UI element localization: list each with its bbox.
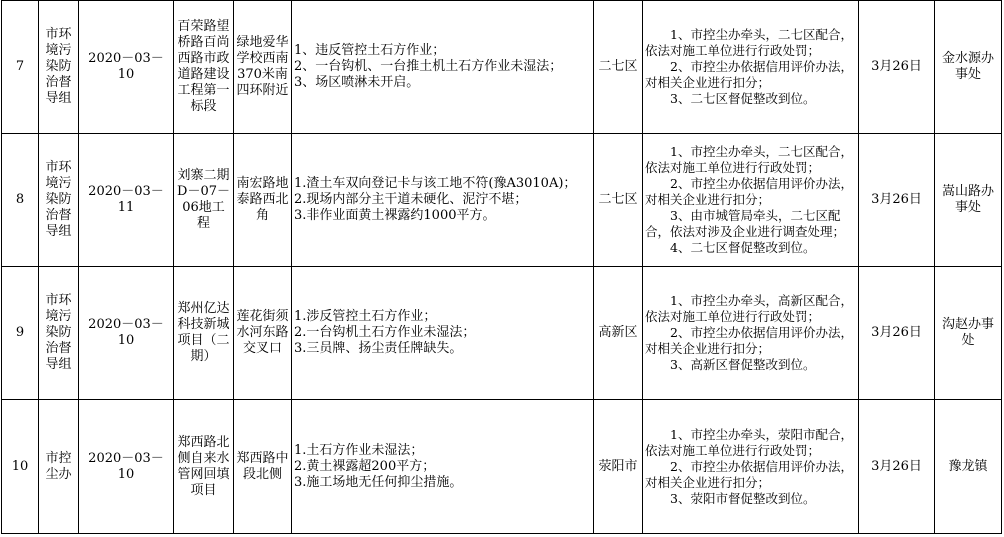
measure-item: 2、市控尘办依据信用评价办法，对相关企业进行扣分； bbox=[645, 176, 853, 207]
supervising-unit: 市控尘办 bbox=[39, 400, 79, 534]
measure-item: 1、市控尘办牵头，二七区配合，依法对施工单位进行行政处罚； bbox=[645, 144, 853, 175]
measure-item: 3、二七区督促整改到位。 bbox=[670, 91, 816, 106]
issue-item: 1.土石方作业未湿法； bbox=[294, 442, 424, 458]
issue-item: 3.三员牌、扬尘责任牌缺失。 bbox=[294, 341, 463, 356]
issue-item: 3.非作业面黄土裸露约1000平方。 bbox=[294, 208, 496, 223]
measures-list bbox=[643, 134, 859, 267]
project-location: 南宏路地泰路西北角 bbox=[234, 134, 292, 267]
measure-item: 1、市控尘办牵头，荥阳市配合，依法对施工单位进行行政处罚； bbox=[645, 426, 853, 458]
table-row bbox=[2, 400, 1002, 534]
inspection-table bbox=[1, 0, 1002, 534]
responsible-office: 沟赵办事处 bbox=[935, 267, 1002, 400]
measure-item: 2、市控尘办依据信用评价办法，对相关企业进行扣分； bbox=[645, 325, 853, 356]
supervising-unit: 市环境污染防治督导组 bbox=[39, 267, 79, 400]
deadline: 3月26日 bbox=[859, 267, 935, 400]
issue-item: 2.黄土裸露超200平方； bbox=[294, 458, 436, 474]
issue-item: 3、场区喷淋未开启。 bbox=[294, 75, 420, 90]
issues-list bbox=[292, 1, 594, 134]
issues-list bbox=[292, 400, 594, 534]
project-location: 郑西路中段北侧 bbox=[234, 400, 292, 534]
responsible-office: 嵩山路办事处 bbox=[935, 134, 1002, 267]
district: 高新区 bbox=[594, 267, 643, 400]
responsible-office: 豫龙镇 bbox=[935, 400, 1002, 534]
district: 二七区 bbox=[594, 134, 643, 267]
deadline: 3月26日 bbox=[859, 1, 935, 134]
measure-item: 3、高新区督促整改到位。 bbox=[670, 357, 816, 372]
inspection-date: 2020－03－10 bbox=[79, 267, 174, 400]
table-row bbox=[2, 134, 1002, 267]
issue-item: 3.施工场地无任何抑尘措施。 bbox=[294, 474, 463, 490]
district: 二七区 bbox=[594, 1, 643, 134]
issue-item: 1.涉反管控土石方作业； bbox=[294, 309, 437, 324]
supervising-unit: 市环境污染防治督导组 bbox=[39, 1, 79, 134]
project-name: 郑西路北侧自来水管网回填项目 bbox=[174, 400, 234, 534]
issue-item: 1.渣土车双向登记卡与该工地不符(豫A3010A)； bbox=[294, 176, 577, 191]
row-number: 9 bbox=[2, 267, 39, 400]
measure-item: 2、市控尘办依据信用评价办法，对相关企业进行扣分； bbox=[645, 59, 853, 90]
project-name: 百荣路望桥路百尚西路市政道路建设工程第一标段 bbox=[174, 1, 234, 134]
deadline: 3月26日 bbox=[859, 134, 935, 267]
deadline: 3月26日 bbox=[859, 400, 935, 534]
issues-list bbox=[292, 267, 594, 400]
inspection-date: 2020－03－10 bbox=[79, 400, 174, 534]
table-row bbox=[2, 267, 1002, 400]
row-number: 7 bbox=[2, 1, 39, 134]
supervising-unit: 市环境污染防治督导组 bbox=[39, 134, 79, 267]
measure-item: 3、荥阳市督促整改到位。 bbox=[670, 490, 816, 506]
table-row bbox=[2, 1, 1002, 134]
inspection-date: 2020－03－10 bbox=[79, 1, 174, 134]
table-body bbox=[2, 1, 1002, 534]
project-location: 莲花街须水河东路交叉口 bbox=[234, 267, 292, 400]
measure-item: 3、由市城管局牵头，二七区配合，依法对涉及企业进行调查处理； bbox=[645, 208, 846, 239]
measure-item: 2、市控尘办依据信用评价办法，对相关企业进行扣分； bbox=[645, 458, 853, 490]
issue-item: 2、一台钩机、一台推土机土石方作业未湿法； bbox=[294, 59, 563, 74]
issue-item: 2.现场内部分主干道未硬化、泥泞不堪； bbox=[294, 192, 528, 207]
project-location: 绿地爱华学校西南370米南四环附近 bbox=[234, 1, 292, 134]
row-number: 8 bbox=[2, 134, 39, 267]
measures-list bbox=[643, 400, 859, 534]
project-name: 刘寨二期D－07－06地工程 bbox=[174, 134, 234, 267]
issue-item: 1、违反管控土石方作业； bbox=[294, 43, 446, 58]
responsible-office: 金水源办事处 bbox=[935, 1, 1002, 134]
measure-item: 4、二七区督促整改到位。 bbox=[670, 240, 816, 255]
measure-item: 1、市控尘办牵头，高新区配合，依法对施工单位进行行政处罚； bbox=[645, 293, 853, 324]
district: 荥阳市 bbox=[594, 400, 643, 534]
issue-item: 2.一台钩机土石方作业未湿法； bbox=[294, 325, 476, 340]
issues-list bbox=[292, 134, 594, 267]
project-name: 郑州亿达科技新城项目（二期） bbox=[174, 267, 234, 400]
measures-list bbox=[643, 1, 859, 134]
measures-list bbox=[643, 267, 859, 400]
row-number: 10 bbox=[2, 400, 39, 534]
measure-item: 1、市控尘办牵头，二七区配合，依法对施工单位进行行政处罚； bbox=[645, 27, 853, 58]
inspection-date: 2020－03－11 bbox=[79, 134, 174, 267]
